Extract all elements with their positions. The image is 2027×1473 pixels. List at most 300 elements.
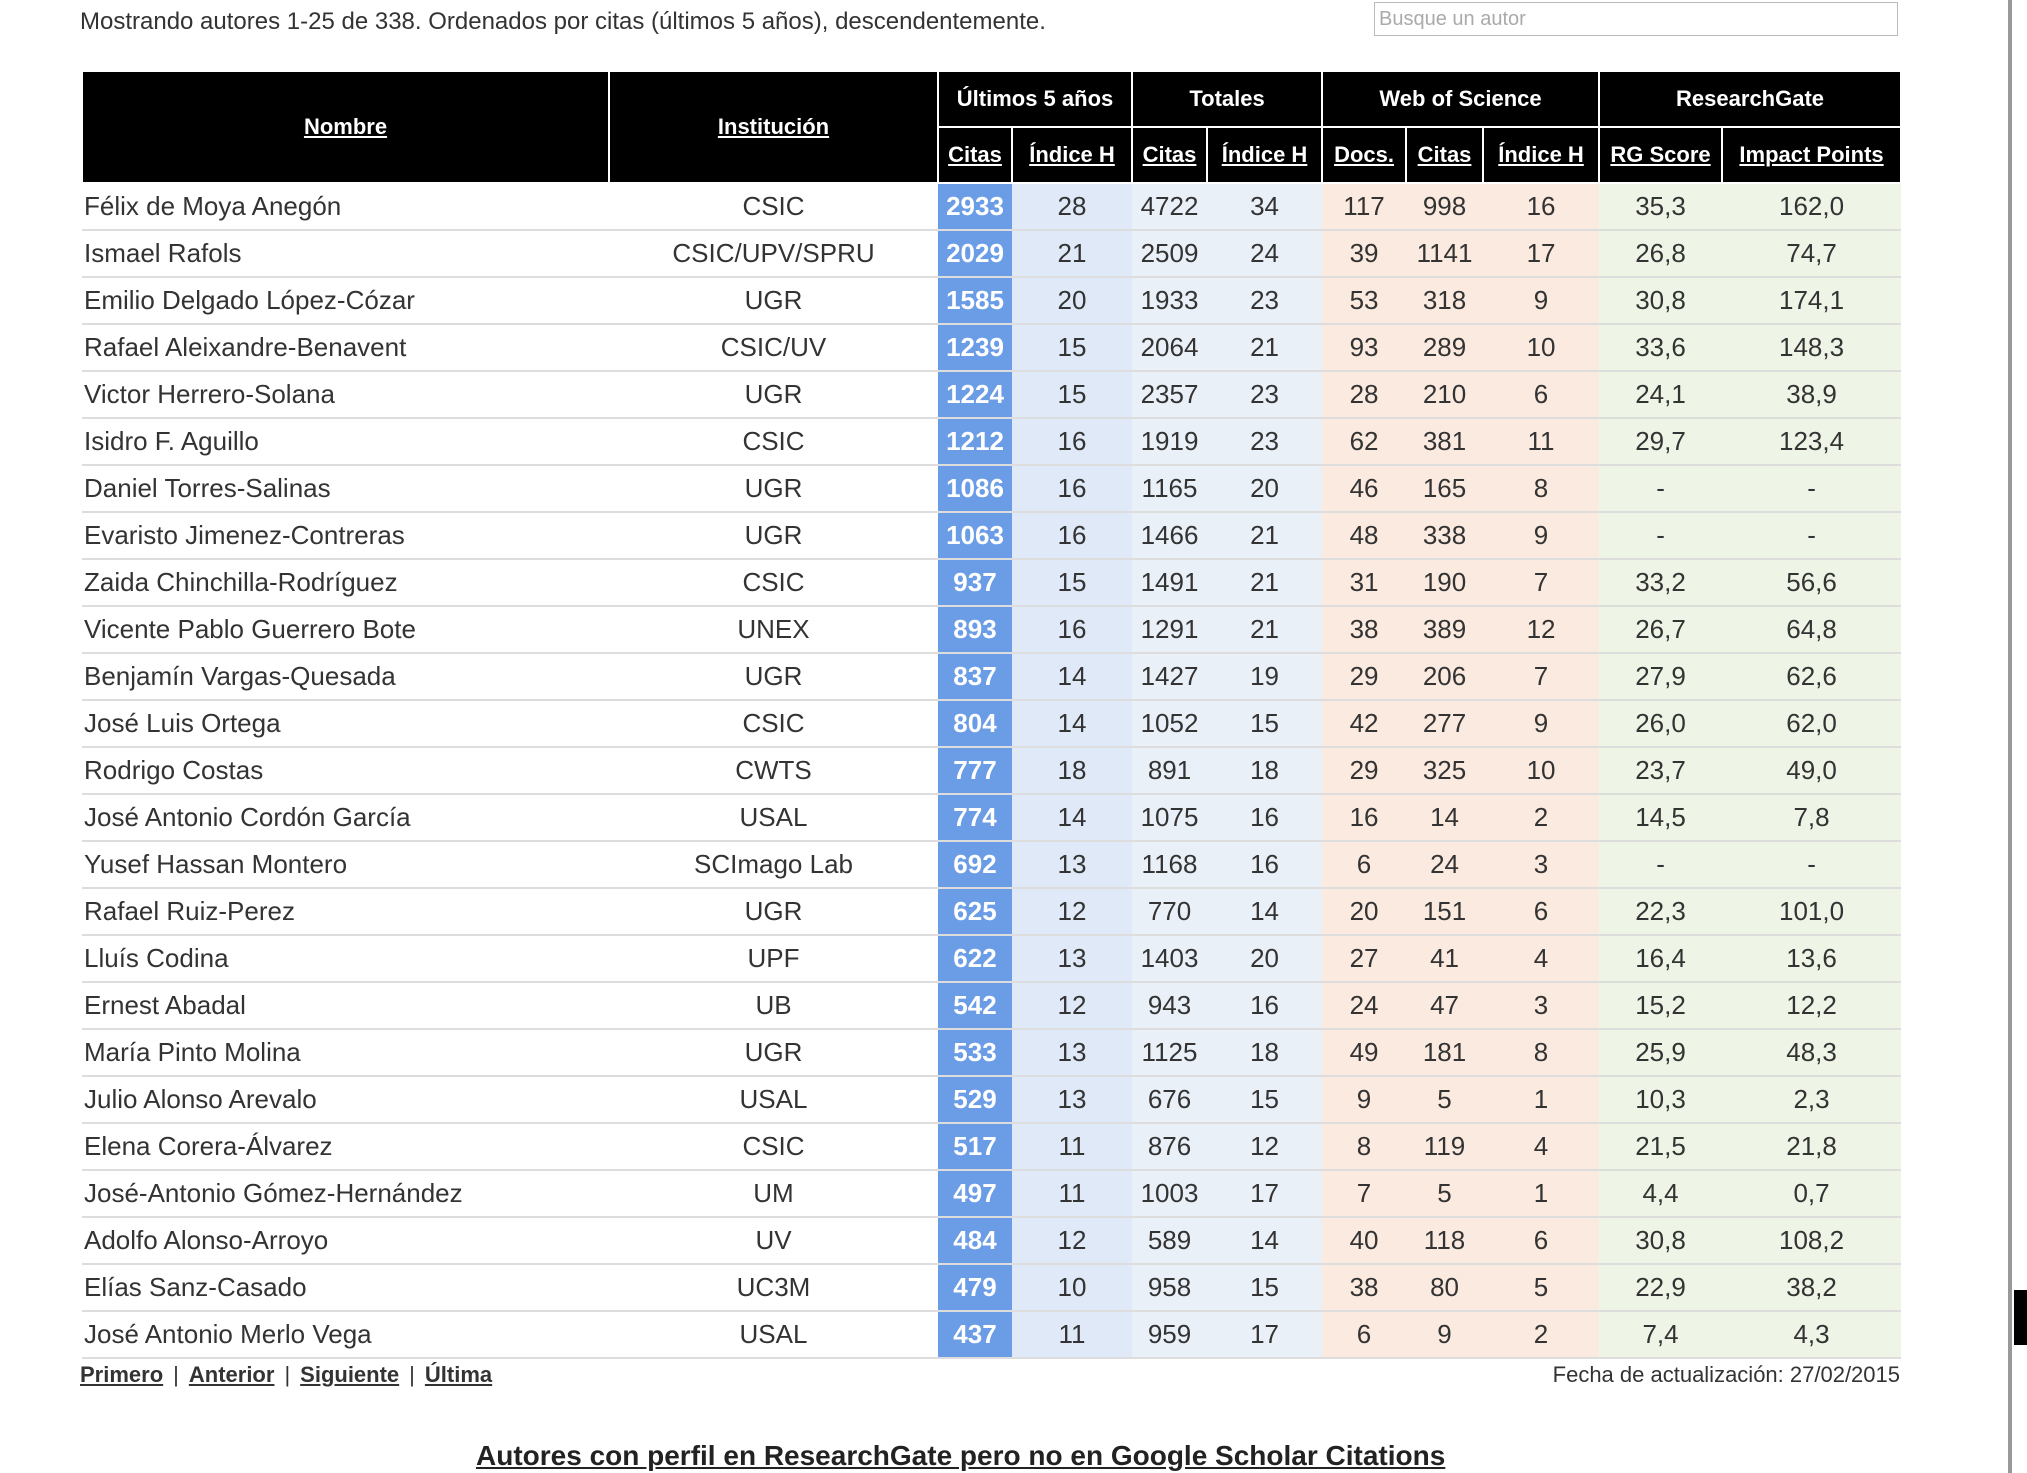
table-row: [82, 982, 1901, 1029]
author-name-cell: Isidro F. Aguillo: [82, 418, 609, 465]
wos-citas-cell: 190: [1406, 559, 1483, 606]
table-row: [82, 606, 1901, 653]
sort-rg-score-link[interactable]: RG Score: [1610, 142, 1711, 167]
h-index-5y-cell: 10: [1012, 1264, 1132, 1311]
sort-h-total-link[interactable]: Índice H: [1221, 142, 1308, 167]
citas-total-cell: 1052: [1132, 700, 1207, 747]
wos-docs-cell: 29: [1322, 747, 1406, 794]
h-index-5y-cell: 13: [1012, 1076, 1132, 1123]
author-name-cell: Victor Herrero-Solana: [82, 371, 609, 418]
citas-5y-cell: 622: [938, 935, 1012, 982]
rg-score-cell: 27,9: [1599, 653, 1722, 700]
h-index-total-cell: 17: [1207, 1170, 1322, 1217]
wos-docs-cell: 29: [1322, 653, 1406, 700]
author-name-cell: Yusef Hassan Montero: [82, 841, 609, 888]
citas-5y-cell: 777: [938, 747, 1012, 794]
wos-citas-cell: 24: [1406, 841, 1483, 888]
wos-h-index-cell: 3: [1483, 982, 1599, 1029]
author-name-cell: Ismael Rafols: [82, 230, 609, 277]
author-search-input[interactable]: [1374, 2, 1898, 36]
wos-docs-cell: 48: [1322, 512, 1406, 559]
impact-points-cell: 56,6: [1722, 559, 1901, 606]
impact-points-cell: 7,8: [1722, 794, 1901, 841]
h-index-total-cell: 16: [1207, 841, 1322, 888]
h-index-5y-cell: 12: [1012, 888, 1132, 935]
citas-total-cell: 676: [1132, 1076, 1207, 1123]
citas-total-cell: 1403: [1132, 935, 1207, 982]
update-date: Fecha de actualización: 27/02/2015: [1552, 1362, 1900, 1387]
wos-citas-cell: 381: [1406, 418, 1483, 465]
citas-5y-cell: 837: [938, 653, 1012, 700]
impact-points-cell: 74,7: [1722, 230, 1901, 277]
table-row: [82, 1076, 1901, 1123]
institution-cell: UGR: [609, 512, 938, 559]
h-index-5y-cell: 11: [1012, 1123, 1132, 1170]
h-index-total-cell: 16: [1207, 982, 1322, 1029]
impact-points-cell: 48,3: [1722, 1029, 1901, 1076]
citas-5y-cell: 804: [938, 700, 1012, 747]
wos-docs-cell: 31: [1322, 559, 1406, 606]
sort-wos-docs-link[interactable]: Docs.: [1334, 142, 1394, 167]
citas-total-cell: 1466: [1132, 512, 1207, 559]
h-index-5y-cell: 14: [1012, 794, 1132, 841]
h-index-total-cell: 14: [1207, 1217, 1322, 1264]
wos-citas-cell: 151: [1406, 888, 1483, 935]
researchgate-only-authors-link[interactable]: Autores con perfil en ResearchGate pero no en Google Scholar Citations: [476, 1440, 1446, 1471]
wos-h-index-cell: 12: [1483, 606, 1599, 653]
impact-points-cell: -: [1722, 465, 1901, 512]
wos-citas-cell: 165: [1406, 465, 1483, 512]
institution-cell: UPF: [609, 935, 938, 982]
impact-points-cell: 4,3: [1722, 1311, 1901, 1358]
table-row: [82, 1311, 1901, 1358]
author-name-cell: Emilio Delgado López-Cózar: [82, 277, 609, 324]
author-name-cell: Rodrigo Costas: [82, 747, 609, 794]
wos-docs-cell: 16: [1322, 794, 1406, 841]
h-index-total-cell: 34: [1207, 183, 1322, 230]
h-index-5y-cell: 11: [1012, 1170, 1132, 1217]
rg-score-cell: 26,7: [1599, 606, 1722, 653]
author-name-cell: Rafael Aleixandre-Benavent: [82, 324, 609, 371]
wos-docs-cell: 7: [1322, 1170, 1406, 1217]
separator: |: [409, 1362, 415, 1387]
sort-wos-citas-header[interactable]: [1406, 127, 1483, 183]
sort-citas-5y-header[interactable]: [938, 127, 1012, 183]
citas-total-cell: 1933: [1132, 277, 1207, 324]
author-name-cell: Vicente Pablo Guerrero Bote: [82, 606, 609, 653]
citas-5y-cell: 692: [938, 841, 1012, 888]
h-index-5y-cell: 16: [1012, 606, 1132, 653]
h-index-5y-cell: 15: [1012, 324, 1132, 371]
citas-total-cell: 1003: [1132, 1170, 1207, 1217]
institution-cell: UGR: [609, 1029, 938, 1076]
wos-docs-cell: 117: [1322, 183, 1406, 230]
wos-h-index-cell: 1: [1483, 1076, 1599, 1123]
h-index-total-cell: 17: [1207, 1311, 1322, 1358]
wos-h-index-cell: 8: [1483, 1029, 1599, 1076]
citas-total-cell: 1291: [1132, 606, 1207, 653]
rg-score-cell: -: [1599, 512, 1722, 559]
citas-total-cell: 1125: [1132, 1029, 1207, 1076]
wos-h-index-cell: 9: [1483, 277, 1599, 324]
impact-points-cell: 123,4: [1722, 418, 1901, 465]
wos-h-index-cell: 6: [1483, 888, 1599, 935]
citas-5y-cell: 529: [938, 1076, 1012, 1123]
wos-citas-cell: 289: [1406, 324, 1483, 371]
wos-citas-cell: 210: [1406, 371, 1483, 418]
institution-cell: CWTS: [609, 747, 938, 794]
h-index-total-cell: 15: [1207, 1076, 1322, 1123]
rg-score-cell: 24,1: [1599, 371, 1722, 418]
sort-institucion-link[interactable]: Institución: [717, 114, 830, 139]
citas-5y-cell: 1086: [938, 465, 1012, 512]
citas-total-cell: 1919: [1132, 418, 1207, 465]
sort-h-5y-header[interactable]: [1012, 127, 1132, 183]
rg-score-cell: 16,4: [1599, 935, 1722, 982]
wos-citas-cell: 325: [1406, 747, 1483, 794]
citas-5y-cell: 484: [938, 1217, 1012, 1264]
citas-5y-cell: 937: [938, 559, 1012, 606]
h-index-total-cell: 23: [1207, 277, 1322, 324]
citas-total-cell: 959: [1132, 1311, 1207, 1358]
wos-docs-cell: 24: [1322, 982, 1406, 1029]
author-name-cell: José Antonio Merlo Vega: [82, 1311, 609, 1358]
citas-total-cell: 891: [1132, 747, 1207, 794]
wos-citas-cell: 277: [1406, 700, 1483, 747]
institution-cell: UNEX: [609, 606, 938, 653]
sort-wos-citas-link[interactable]: Citas: [1417, 142, 1472, 167]
rg-score-cell: 30,8: [1599, 1217, 1722, 1264]
wos-docs-cell: 9: [1322, 1076, 1406, 1123]
table-row: [82, 888, 1901, 935]
wos-h-index-cell: 9: [1483, 700, 1599, 747]
h-index-5y-cell: 15: [1012, 559, 1132, 606]
citas-5y-cell: 774: [938, 794, 1012, 841]
impact-points-cell: -: [1722, 512, 1901, 559]
institution-cell: CSIC/UV: [609, 324, 938, 371]
h-index-total-cell: 18: [1207, 1029, 1322, 1076]
table-row: [82, 183, 1901, 230]
wos-docs-cell: 6: [1322, 841, 1406, 888]
rg-score-cell: 4,4: [1599, 1170, 1722, 1217]
citas-5y-cell: 2029: [938, 230, 1012, 277]
h-index-5y-cell: 16: [1012, 465, 1132, 512]
citas-total-cell: 943: [1132, 982, 1207, 1029]
rg-score-cell: 23,7: [1599, 747, 1722, 794]
h-index-5y-cell: 16: [1012, 512, 1132, 559]
group-ultimos-5: Últimos 5 años: [938, 71, 1132, 127]
sort-wos-h-link[interactable]: Índice H: [1498, 142, 1584, 167]
rg-score-cell: -: [1599, 841, 1722, 888]
sort-citas-5y-link[interactable]: Citas: [948, 142, 1002, 167]
table-row: [82, 794, 1901, 841]
authors-table: [81, 70, 1902, 1359]
citas-5y-cell: 479: [938, 1264, 1012, 1311]
wos-docs-cell: 8: [1322, 1123, 1406, 1170]
table-row: [82, 512, 1901, 559]
wos-citas-cell: 118: [1406, 1217, 1483, 1264]
citas-5y-cell: 437: [938, 1311, 1012, 1358]
wos-h-index-cell: 10: [1483, 324, 1599, 371]
citas-total-cell: 1427: [1132, 653, 1207, 700]
wos-docs-cell: 49: [1322, 1029, 1406, 1076]
rg-score-cell: 10,3: [1599, 1076, 1722, 1123]
wos-docs-cell: 53: [1322, 277, 1406, 324]
institution-cell: UGR: [609, 653, 938, 700]
citas-total-cell: 589: [1132, 1217, 1207, 1264]
h-index-total-cell: 23: [1207, 418, 1322, 465]
wos-docs-cell: 28: [1322, 371, 1406, 418]
rg-score-cell: 30,8: [1599, 277, 1722, 324]
h-index-total-cell: 16: [1207, 794, 1322, 841]
institution-cell: CSIC: [609, 559, 938, 606]
wos-citas-cell: 5: [1406, 1170, 1483, 1217]
wos-docs-cell: 46: [1322, 465, 1406, 512]
h-index-total-cell: 20: [1207, 465, 1322, 512]
table-row: [82, 700, 1901, 747]
wos-h-index-cell: 1: [1483, 1170, 1599, 1217]
author-name-cell: Félix de Moya Anegón: [82, 183, 609, 230]
author-name-cell: José Luis Ortega: [82, 700, 609, 747]
institution-cell: UGR: [609, 888, 938, 935]
wos-h-index-cell: 7: [1483, 653, 1599, 700]
wos-h-index-cell: 17: [1483, 230, 1599, 277]
impact-points-cell: 38,2: [1722, 1264, 1901, 1311]
wos-citas-cell: 14: [1406, 794, 1483, 841]
impact-points-cell: 64,8: [1722, 606, 1901, 653]
wos-docs-cell: 62: [1322, 418, 1406, 465]
wos-citas-cell: 47: [1406, 982, 1483, 1029]
table-row: [82, 1217, 1901, 1264]
h-index-5y-cell: 28: [1012, 183, 1132, 230]
h-index-5y-cell: 16: [1012, 418, 1132, 465]
table-row: [82, 418, 1901, 465]
citas-5y-cell: 625: [938, 888, 1012, 935]
table-row: [82, 1170, 1901, 1217]
group-researchgate: ResearchGate: [1599, 71, 1901, 127]
impact-points-cell: 101,0: [1722, 888, 1901, 935]
citas-total-cell: 1165: [1132, 465, 1207, 512]
impact-points-cell: 62,6: [1722, 653, 1901, 700]
wos-citas-cell: 998: [1406, 183, 1483, 230]
rg-score-cell: 33,2: [1599, 559, 1722, 606]
wos-h-index-cell: 4: [1483, 1123, 1599, 1170]
wos-citas-cell: 9: [1406, 1311, 1483, 1358]
citas-total-cell: 876: [1132, 1123, 1207, 1170]
wos-h-index-cell: 3: [1483, 841, 1599, 888]
sort-citas-total-header[interactable]: [1132, 127, 1207, 183]
wos-h-index-cell: 10: [1483, 747, 1599, 794]
previous-page-link[interactable]: Anterior: [188, 1362, 275, 1387]
institution-cell: CSIC: [609, 1123, 938, 1170]
citas-5y-cell: 1585: [938, 277, 1012, 324]
header-institucion[interactable]: [609, 71, 938, 183]
rg-score-cell: 26,0: [1599, 700, 1722, 747]
h-index-5y-cell: 18: [1012, 747, 1132, 794]
author-name-cell: Julio Alonso Arevalo: [82, 1076, 609, 1123]
wos-citas-cell: 181: [1406, 1029, 1483, 1076]
table-row: [82, 324, 1901, 371]
author-name-cell: Evaristo Jimenez-Contreras: [82, 512, 609, 559]
sort-h-total-header[interactable]: [1207, 127, 1322, 183]
impact-points-cell: 108,2: [1722, 1217, 1901, 1264]
institution-cell: UGR: [609, 371, 938, 418]
table-row: [82, 277, 1901, 324]
wos-h-index-cell: 6: [1483, 1217, 1599, 1264]
header-nombre[interactable]: [82, 71, 609, 183]
author-name-cell: Lluís Codina: [82, 935, 609, 982]
wos-docs-cell: 40: [1322, 1217, 1406, 1264]
wos-h-index-cell: 7: [1483, 559, 1599, 606]
table-row: [82, 1029, 1901, 1076]
author-name-cell: Adolfo Alonso-Arroyo: [82, 1217, 609, 1264]
wos-h-index-cell: 16: [1483, 183, 1599, 230]
citas-total-cell: 2357: [1132, 371, 1207, 418]
rg-score-cell: -: [1599, 465, 1722, 512]
citas-5y-cell: 517: [938, 1123, 1012, 1170]
separator: |: [173, 1362, 179, 1387]
sort-wos-docs-header[interactable]: [1322, 127, 1406, 183]
sort-rg-score-header[interactable]: [1599, 127, 1722, 183]
h-index-total-cell: 21: [1207, 512, 1322, 559]
impact-points-cell: 162,0: [1722, 183, 1901, 230]
table-row: [82, 1264, 1901, 1311]
table-row: [82, 371, 1901, 418]
citas-5y-cell: 533: [938, 1029, 1012, 1076]
institution-cell: UGR: [609, 465, 938, 512]
table-row: [82, 465, 1901, 512]
table-row: [82, 747, 1901, 794]
citas-total-cell: 2064: [1132, 324, 1207, 371]
window-border: [2008, 0, 2012, 1473]
citas-total-cell: 770: [1132, 888, 1207, 935]
first-page-link[interactable]: Primero: [80, 1362, 164, 1387]
institution-cell: USAL: [609, 794, 938, 841]
impact-points-cell: 38,9: [1722, 371, 1901, 418]
h-index-total-cell: 21: [1207, 559, 1322, 606]
wos-citas-cell: 318: [1406, 277, 1483, 324]
institution-cell: CSIC/UPV/SPRU: [609, 230, 938, 277]
citas-total-cell: 958: [1132, 1264, 1207, 1311]
citas-5y-cell: 2933: [938, 183, 1012, 230]
rg-score-cell: 29,7: [1599, 418, 1722, 465]
impact-points-cell: -: [1722, 841, 1901, 888]
h-index-5y-cell: 13: [1012, 841, 1132, 888]
wos-citas-cell: 389: [1406, 606, 1483, 653]
citas-5y-cell: 1239: [938, 324, 1012, 371]
rg-score-cell: 26,8: [1599, 230, 1722, 277]
author-name-cell: Rafael Ruiz-Perez: [82, 888, 609, 935]
wos-citas-cell: 1141: [1406, 230, 1483, 277]
author-name-cell: Daniel Torres-Salinas: [82, 465, 609, 512]
h-index-total-cell: 12: [1207, 1123, 1322, 1170]
impact-points-cell: 2,3: [1722, 1076, 1901, 1123]
wos-h-index-cell: 2: [1483, 1311, 1599, 1358]
table-row: [82, 1123, 1901, 1170]
wos-citas-cell: 206: [1406, 653, 1483, 700]
citas-5y-cell: 1224: [938, 371, 1012, 418]
group-totales: Totales: [1132, 71, 1322, 127]
rg-score-cell: 21,5: [1599, 1123, 1722, 1170]
institution-cell: CSIC: [609, 418, 938, 465]
citas-5y-cell: 497: [938, 1170, 1012, 1217]
h-index-5y-cell: 13: [1012, 935, 1132, 982]
impact-points-cell: 49,0: [1722, 747, 1901, 794]
sort-h-5y-link[interactable]: Índice H: [1029, 142, 1115, 167]
author-name-cell: José Antonio Cordón García: [82, 794, 609, 841]
rg-score-cell: 25,9: [1599, 1029, 1722, 1076]
citas-total-cell: 2509: [1132, 230, 1207, 277]
wos-docs-cell: 20: [1322, 888, 1406, 935]
institution-cell: CSIC: [609, 700, 938, 747]
institution-cell: UM: [609, 1170, 938, 1217]
sort-nombre-link[interactable]: Nombre: [303, 114, 388, 139]
wos-h-index-cell: 11: [1483, 418, 1599, 465]
citas-total-cell: 4722: [1132, 183, 1207, 230]
next-page-link[interactable]: Siguiente: [300, 1362, 400, 1387]
table-row: [82, 230, 1901, 277]
author-name-cell: María Pinto Molina: [82, 1029, 609, 1076]
h-index-5y-cell: 14: [1012, 653, 1132, 700]
h-index-total-cell: 14: [1207, 888, 1322, 935]
h-index-5y-cell: 21: [1012, 230, 1132, 277]
wos-docs-cell: 93: [1322, 324, 1406, 371]
h-index-5y-cell: 12: [1012, 982, 1132, 1029]
wos-docs-cell: 39: [1322, 230, 1406, 277]
author-name-cell: Elena Corera-Álvarez: [82, 1123, 609, 1170]
sort-impact-points-link[interactable]: Impact Points: [1739, 142, 1884, 167]
sort-wos-h-header[interactable]: [1483, 127, 1599, 183]
h-index-5y-cell: 11: [1012, 1311, 1132, 1358]
author-name-cell: Ernest Abadal: [82, 982, 609, 1029]
separator: |: [284, 1362, 291, 1387]
impact-points-cell: 148,3: [1722, 324, 1901, 371]
citas-5y-cell: 542: [938, 982, 1012, 1029]
rg-score-cell: 22,9: [1599, 1264, 1722, 1311]
institution-cell: UC3M: [609, 1264, 938, 1311]
last-page-link[interactable]: Última: [424, 1362, 493, 1387]
wos-h-index-cell: 5: [1483, 1264, 1599, 1311]
institution-cell: USAL: [609, 1076, 938, 1123]
institution-cell: UB: [609, 982, 938, 1029]
rg-score-cell: 22,3: [1599, 888, 1722, 935]
h-index-5y-cell: 15: [1012, 371, 1132, 418]
wos-docs-cell: 42: [1322, 700, 1406, 747]
h-index-total-cell: 19: [1207, 653, 1322, 700]
impact-points-cell: 174,1: [1722, 277, 1901, 324]
wos-citas-cell: 119: [1406, 1123, 1483, 1170]
author-name-cell: Elías Sanz-Casado: [82, 1264, 609, 1311]
wos-docs-cell: 27: [1322, 935, 1406, 982]
impact-points-cell: 21,8: [1722, 1123, 1901, 1170]
group-wos: Web of Science: [1322, 71, 1599, 127]
results-summary: Mostrando autores 1-25 de 338. Ordenados por citas (últimos 5 años), descendentemente.: [80, 8, 1046, 35]
citas-total-cell: 1075: [1132, 794, 1207, 841]
wos-h-index-cell: 8: [1483, 465, 1599, 512]
rg-score-cell: 35,3: [1599, 183, 1722, 230]
institution-cell: UGR: [609, 277, 938, 324]
h-index-5y-cell: 20: [1012, 277, 1132, 324]
sort-citas-total-link[interactable]: Citas: [1142, 142, 1197, 167]
citas-total-cell: 1491: [1132, 559, 1207, 606]
h-index-total-cell: 21: [1207, 324, 1322, 371]
citas-total-cell: 1168: [1132, 841, 1207, 888]
impact-points-cell: 12,2: [1722, 982, 1901, 1029]
impact-points-cell: 13,6: [1722, 935, 1901, 982]
h-index-5y-cell: 13: [1012, 1029, 1132, 1076]
scrollbar-thumb[interactable]: [2014, 1290, 2027, 1345]
sort-impact-points-header[interactable]: [1722, 127, 1901, 183]
